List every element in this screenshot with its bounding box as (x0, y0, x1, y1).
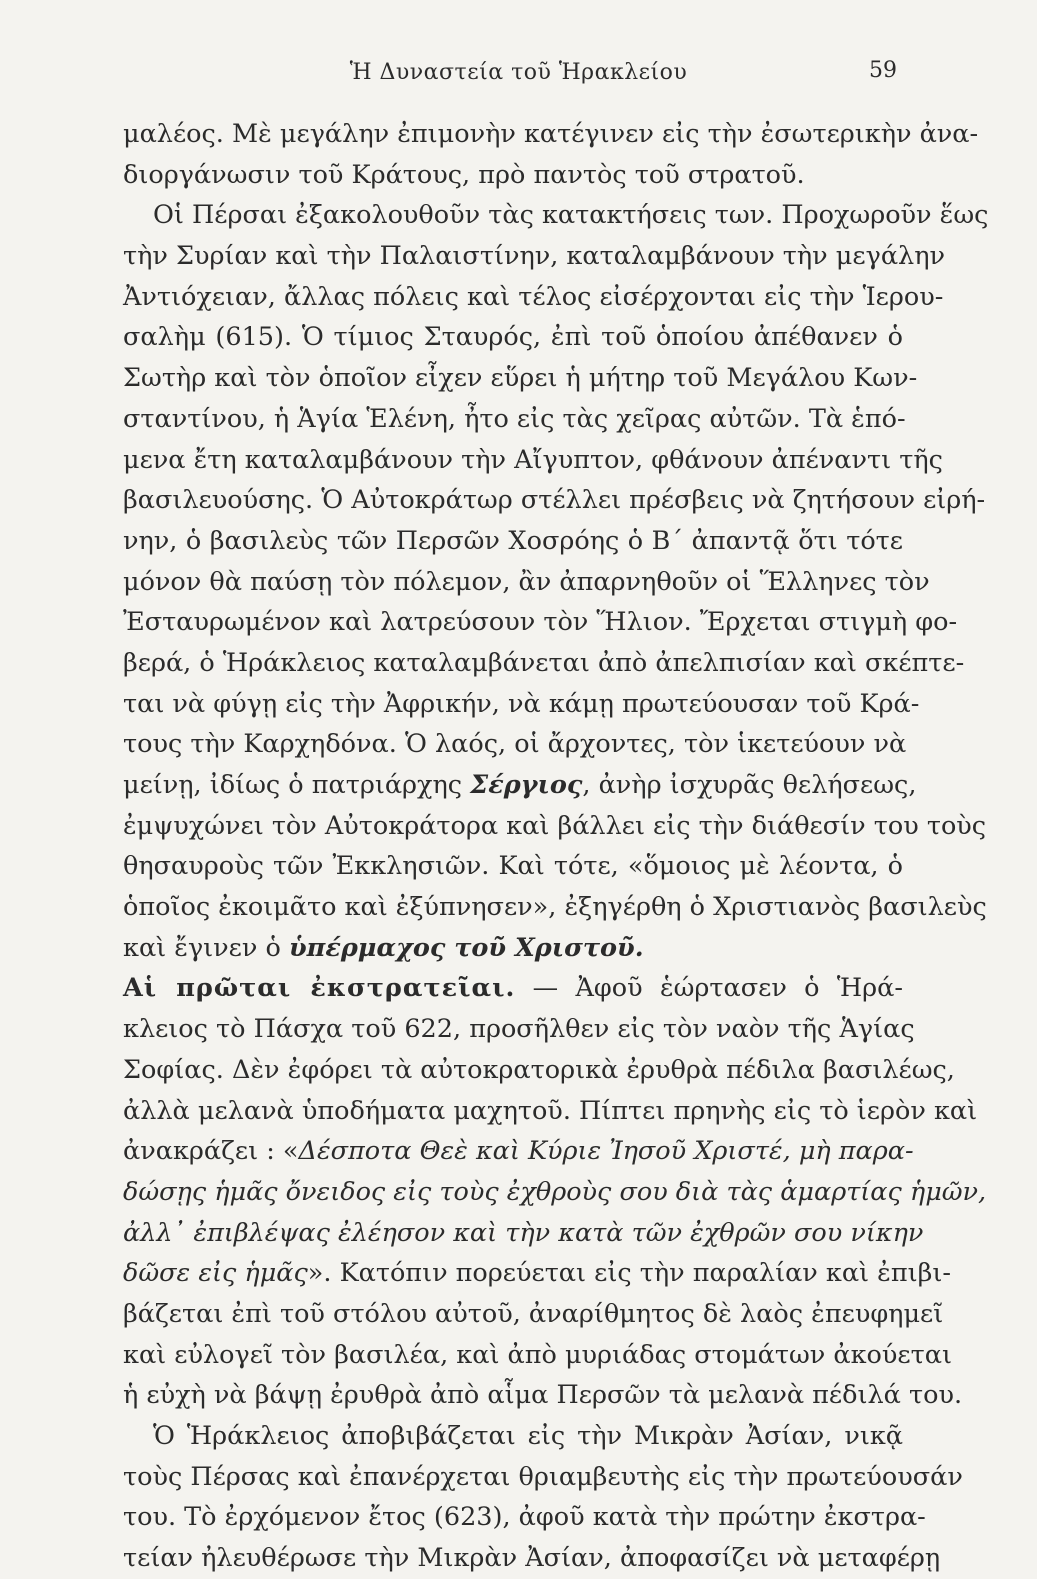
text-run: κλειος τὸ Πάσχα τοῦ 622, προσῆλθεν εἰς τὸν ναὸν τῆς Ἁγίας (123, 1014, 915, 1045)
text-run: μαλέος. Μὲ μεγάλην ἐπιμονὴν κατέγινεν εἰς τὴν ἐσωτερικὴν ἀνα- (123, 119, 979, 149)
text-line (123, 765, 917, 806)
text-line (123, 806, 987, 847)
text-run: θησαυροὺς τῶν Ἐκκλησιῶν. Καὶ τότε, «ὅμοιος μὲ λέοντα, ὁ (123, 851, 903, 882)
text-line (123, 1457, 963, 1498)
text-line (123, 846, 903, 887)
text-run: μόνον θὰ παύσῃ τὸν πόλεμον, ἂν ἀπαρνηθοῦν οἱ Ἕλληνες τὸν (123, 566, 930, 597)
text-run: Οἱ Πέρσαι ἐξακολουθοῦν τὰς κατακτήσεις των. Προχωροῦν ἕως (153, 200, 989, 231)
text-run: βερά, ὁ Ἡράκλειος καταλαμβάνεται ἀπὸ ἀπελπισίαν καὶ σκέπτε- (123, 647, 965, 678)
text-run: καὶ εὐλογεῖ τὸν βασιλέα, καὶ ἀπὸ μυριάδας στομάτων ἀκούεται (123, 1339, 952, 1370)
text-line (123, 1213, 924, 1254)
text-run: Σωτὴρ καὶ τὸν ὁποῖον εἶχεν εὕρει ἡ μήτηρ τοῦ Μεγάλου Κων- (123, 363, 918, 394)
page-number: 59 (869, 58, 897, 83)
text-line (123, 195, 989, 236)
emphasized-text: Σέργιος (470, 770, 583, 800)
text-line (123, 1538, 941, 1579)
text-line (123, 1335, 952, 1376)
text-run: καὶ ἔγινεν ὁ (123, 932, 289, 963)
text-line (123, 1091, 978, 1132)
text-run: ἐμψυχώνει τὸν Αὐτοκράτορα καὶ βάλλει εἰς τὴν διάθεσίν του τοὺς (123, 810, 987, 841)
text-line (123, 1253, 951, 1294)
text-line (123, 317, 903, 358)
text-run: τείαν ἠλευθέρωσε τὴν Μικρὰν Ἀσίαν, ἀποφασίζει νὰ μεταφέρῃ (123, 1543, 941, 1574)
text-line (123, 358, 918, 399)
text-run: ὁποῖος ἐκοιμᾶτο καὶ ἐξύπνησεν», ἐξηγέρθη ὁ Χριστιανὸς βασιλεὺς (123, 892, 987, 923)
text-line (123, 643, 965, 684)
text-line (123, 968, 903, 1009)
text-line (123, 155, 903, 196)
text-line (123, 1131, 914, 1172)
text-line (123, 399, 906, 440)
text-line (123, 1172, 987, 1213)
text-run: ἀλλὰ μελανὰ ὑποδήματα μαχητοῦ. Πίπτει πρηνὴς εἰς τὸ ἱερὸν καὶ (123, 1095, 978, 1126)
italic-text: ἀλλ᾽ ἐπιβλέψας ἐλέησον καὶ τὴν κατὰ τῶν ἐχθρῶν σου νίκην (123, 1217, 924, 1248)
emphasized-text: ὑπέρμαχος τοῦ Χριστοῦ. (288, 932, 644, 963)
text-run: Ἀντιόχειαν, ἄλλας πόλεις καὶ τέλος εἰσέρχονται εἰς τὴν Ἱερου- (123, 281, 944, 312)
text-line (123, 521, 903, 562)
text-run: ται νὰ φύγῃ εἰς τὴν Ἀφρικήν, νὰ κάμῃ πρωτεύουσαν τοῦ Κρά- (123, 688, 920, 719)
text-line (123, 602, 958, 643)
body-text (123, 114, 989, 1579)
text-line (123, 562, 930, 603)
text-run: νην, ὁ βασιλεὺς τῶν Περσῶν Χοσρόης ὁ Β΄ ἀπαντᾷ ὅτι τότε (123, 525, 903, 556)
text-line (123, 277, 944, 318)
text-run: τοὺς Πέρσας καὶ ἐπανέρχεται θριαμβευτὴς εἰς τὴν πρωτεύουσάν (123, 1461, 963, 1492)
text-line (123, 887, 987, 928)
italic-text: δώσῃς ἡμᾶς ὄνειδος εἰς τοὺς ἐχθροὺς σου διὰ τὰς ἁμαρτίας ἡμῶν, (123, 1176, 987, 1207)
text-line (123, 1009, 915, 1050)
text-run: Ἐσταυρωμένον καὶ λατρεύσουν τὸν Ἥλιον. Ἔρχεται στιγμὴ φο- (123, 607, 958, 638)
running-title: Ἡ Δυναστεία τοῦ Ἡρακλείου (349, 60, 688, 85)
text-run: , ἀνὴρ ἰσχυρᾶς θελήσεως, (582, 770, 917, 800)
text-run: τὴν Συρίαν καὶ τὴν Παλαιστίνην, καταλαμβάνουν τὴν μεγάλην (123, 241, 945, 272)
text-run: ». Κατόπιν πορεύεται εἰς τὴν παραλίαν καὶ ἐπιβι- (307, 1258, 951, 1289)
text-line (123, 1050, 955, 1091)
text-run: σαλὴμ (615). Ὁ τίμιος Σταυρός, ἐπὶ τοῦ ὁποίου ἀπέθανεν ὁ (123, 322, 903, 353)
text-run: μείνῃ, ἰδίως ὁ πατριάρχης (123, 770, 471, 800)
text-line (123, 440, 943, 481)
text-line (123, 1375, 963, 1416)
section-heading: Αἱ πρῶται ἐκστρατεῖαι. (123, 973, 516, 1004)
text-run: ἀνακράζει : « (123, 1136, 299, 1167)
text-line (123, 684, 920, 725)
text-line (123, 928, 903, 969)
text-run: τους τὴν Καρχηδόνα. Ὁ λαός, οἱ ἄρχοντες, τὸν ἱκετεύουν νὰ (123, 729, 907, 760)
italic-text: Δέσποτα Θεὲ καὶ Κύριε Ἰησοῦ Χριστέ, μὴ παρα- (298, 1136, 914, 1167)
text-line (123, 114, 979, 155)
text-run: ἡ εὐχὴ νὰ βάψῃ ἐρυθρὰ ἀπὸ αἷμα Περσῶν τὰ μελανὰ πέδιλά του. (123, 1380, 963, 1411)
page-header (0, 56, 1037, 92)
text-run: σταντίνου, ἡ Ἁγία Ἑλένη, ἦτο εἰς τὰς χεῖρας αὐτῶν. Τὰ ἑπό- (123, 403, 906, 434)
text-run: — Ἀφοῦ ἑώρτασεν ὁ Ἡρά- (515, 973, 903, 1004)
text-run: Ὁ Ἡράκλειος ἀποβιβάζεται εἰς τὴν Μικρὰν Ἀσίαν, νικᾷ (153, 1421, 903, 1451)
text-run: βάζεται ἐπὶ τοῦ στόλου αὐτοῦ, ἀναρίθμητος δὲ λαὸς ἐπευφημεῖ (123, 1298, 944, 1329)
text-run: διοργάνωσιν τοῦ Κράτους, πρὸ παντὸς τοῦ στρατοῦ. (123, 159, 805, 190)
text-line (123, 1294, 944, 1335)
text-run: βασιλευούσης. Ὁ Αὐτοκράτωρ στέλλει πρέσβεις νὰ ζητήσουν εἰρή- (123, 485, 986, 516)
italic-text: δῶσε εἰς ἡμᾶς (123, 1258, 308, 1289)
text-line (123, 236, 945, 277)
text-line (123, 1416, 903, 1457)
text-line (123, 1497, 926, 1538)
text-run: Σοφίας. Δὲν ἐφόρει τὰ αὐτοκρατορικὰ ἐρυθρὰ πέδιλα βασιλέως, (123, 1054, 955, 1085)
text-line (123, 724, 907, 765)
text-run: του. Τὸ ἐρχόμενον ἔτος (623), ἀφοῦ κατὰ τὴν πρώτην ἐκστρα- (123, 1502, 926, 1533)
text-line (123, 480, 986, 521)
text-run: μενα ἔτη καταλαμβάνουν τὴν Αἴγυπτον, φθάνουν ἀπέναντι τῆς (123, 444, 943, 475)
